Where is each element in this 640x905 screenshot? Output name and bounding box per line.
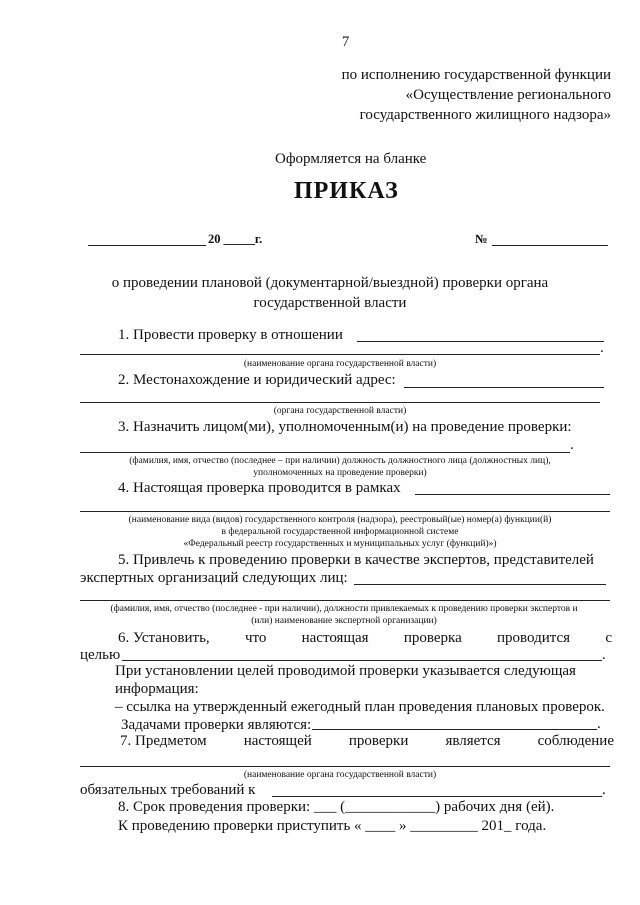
item-6-word: что: [244, 630, 267, 646]
item-3-line: [80, 452, 570, 453]
item-7-caption: (наименование органа государственной власти): [243, 770, 437, 780]
date-suffix: 20 _____г.: [208, 232, 263, 246]
item-2: 2. Местонахождение и юридический адрес:: [118, 372, 396, 388]
item-7: [120, 733, 614, 750]
item-6-cont: целью: [80, 647, 121, 663]
item-6-word: настоящая: [301, 630, 369, 646]
item-2-line: [404, 387, 604, 388]
item-7-line: [80, 766, 610, 767]
number-sign: №: [475, 232, 488, 246]
item-7-cont: обязательных требований к: [80, 782, 256, 798]
item-4-caption: [80, 514, 600, 550]
item-4-caption-line: (наименование вида (видов) государственного контроля (надзора), реестровый(ые) номер(а) функции(й): [128, 515, 552, 525]
period: .: [570, 437, 574, 453]
item-6-word: 6. Установить,: [118, 630, 210, 646]
item-6-note-line: – ссылка на утвержденный ежегодный план проведения плановых проверок.: [115, 699, 605, 715]
order-subject: [60, 273, 600, 313]
subject-line: о проведении плановой (документарной/выездной) проверки органа: [111, 275, 549, 291]
period: .: [597, 716, 601, 732]
item-4-caption-line: в федеральной государственной информационной системе: [221, 527, 459, 537]
item-7-word: соблюдение: [537, 733, 614, 749]
item-7-word: является: [445, 733, 501, 749]
subject-line: государственной власти: [253, 295, 407, 311]
item-2-caption: (органа государственной власти): [273, 406, 407, 416]
date-line: [88, 245, 206, 246]
item-3-caption: [80, 455, 600, 479]
item-6-line: [122, 660, 602, 661]
item-7-word: настоящей: [243, 733, 312, 749]
item-1-line-2: [80, 354, 600, 355]
item-5-line: [354, 584, 606, 585]
period: .: [602, 782, 606, 798]
item-4-line-2: [80, 511, 610, 512]
item-6-word: проводится: [497, 630, 571, 646]
item-7-word: 7. Предметом: [120, 733, 207, 749]
item-6-note-line: Задачами проверки являются:: [121, 717, 312, 733]
item-6-note: [115, 662, 605, 734]
number-line: [492, 245, 608, 246]
item-6-note-line: информация:: [115, 681, 199, 697]
item-1-line: [357, 341, 604, 342]
appendix-header: [342, 65, 611, 125]
tasks-line: [312, 729, 597, 730]
item-5-line-2: [80, 600, 610, 601]
item-7-line-2: [272, 796, 602, 797]
item-5-caption-line: (фамилия, имя, отчество (последнее - при наличии), должности привлекаемых к проведению проверки экспертов и: [110, 604, 578, 614]
page-title: ПРИКАЗ: [294, 178, 399, 204]
item-5-caption: [72, 603, 616, 627]
item-4-caption-line: «Федеральный реестр государственных и муниципальных услуг (функций)»): [183, 539, 497, 549]
item-1: 1. Провести проверку в отношении: [118, 327, 343, 343]
appendix-header-line: по исполнению государственной функции: [341, 67, 611, 83]
item-5: 5. Привлечь к проведению проверки в качестве экспертов, представителей: [118, 552, 594, 568]
blank-note: Оформляется на бланке: [275, 151, 427, 167]
item-3-caption-line: (фамилия, имя, отчество (последнее – при наличии) должность должностного лица (должностных лиц),: [129, 456, 551, 466]
appendix-header-line: «Осуществление регионального: [405, 87, 611, 103]
period: .: [600, 340, 604, 356]
item-5-cont: экспертных организаций следующих лиц:: [80, 570, 348, 586]
appendix-header-line: государственного жилищного надзора»: [359, 107, 611, 123]
item-4-line: [415, 494, 610, 495]
item-4: 4. Настоящая проверка проводится в рамках: [118, 480, 401, 496]
item-3: 3. Назначить лицом(ми), уполномоченным(и) на проведение проверки:: [118, 419, 572, 435]
item-6-word: с: [605, 630, 612, 646]
item-6-word: проверка: [403, 630, 462, 646]
item-8: 8. Срок проведения проверки: ___ (____________) рабочих дня (ей).: [118, 799, 555, 815]
page-number: 7: [342, 34, 350, 50]
item-1-caption: (наименование органа государственной власти): [243, 359, 437, 369]
item-3-caption-line: уполномоченных на проведение проверки): [253, 468, 427, 478]
item-6-note-line: При установлении целей проводимой проверки указывается следующая: [115, 663, 576, 679]
item-6: [118, 630, 612, 647]
item-7-word: проверки: [348, 733, 409, 749]
item-2-line-2: [80, 402, 600, 403]
item-8-start: К проведению проверки приступить « ____ » _________ 201_ года.: [118, 818, 547, 834]
period: .: [602, 647, 606, 663]
item-5-caption-line: (или) наименование экспертной организации): [251, 616, 437, 626]
